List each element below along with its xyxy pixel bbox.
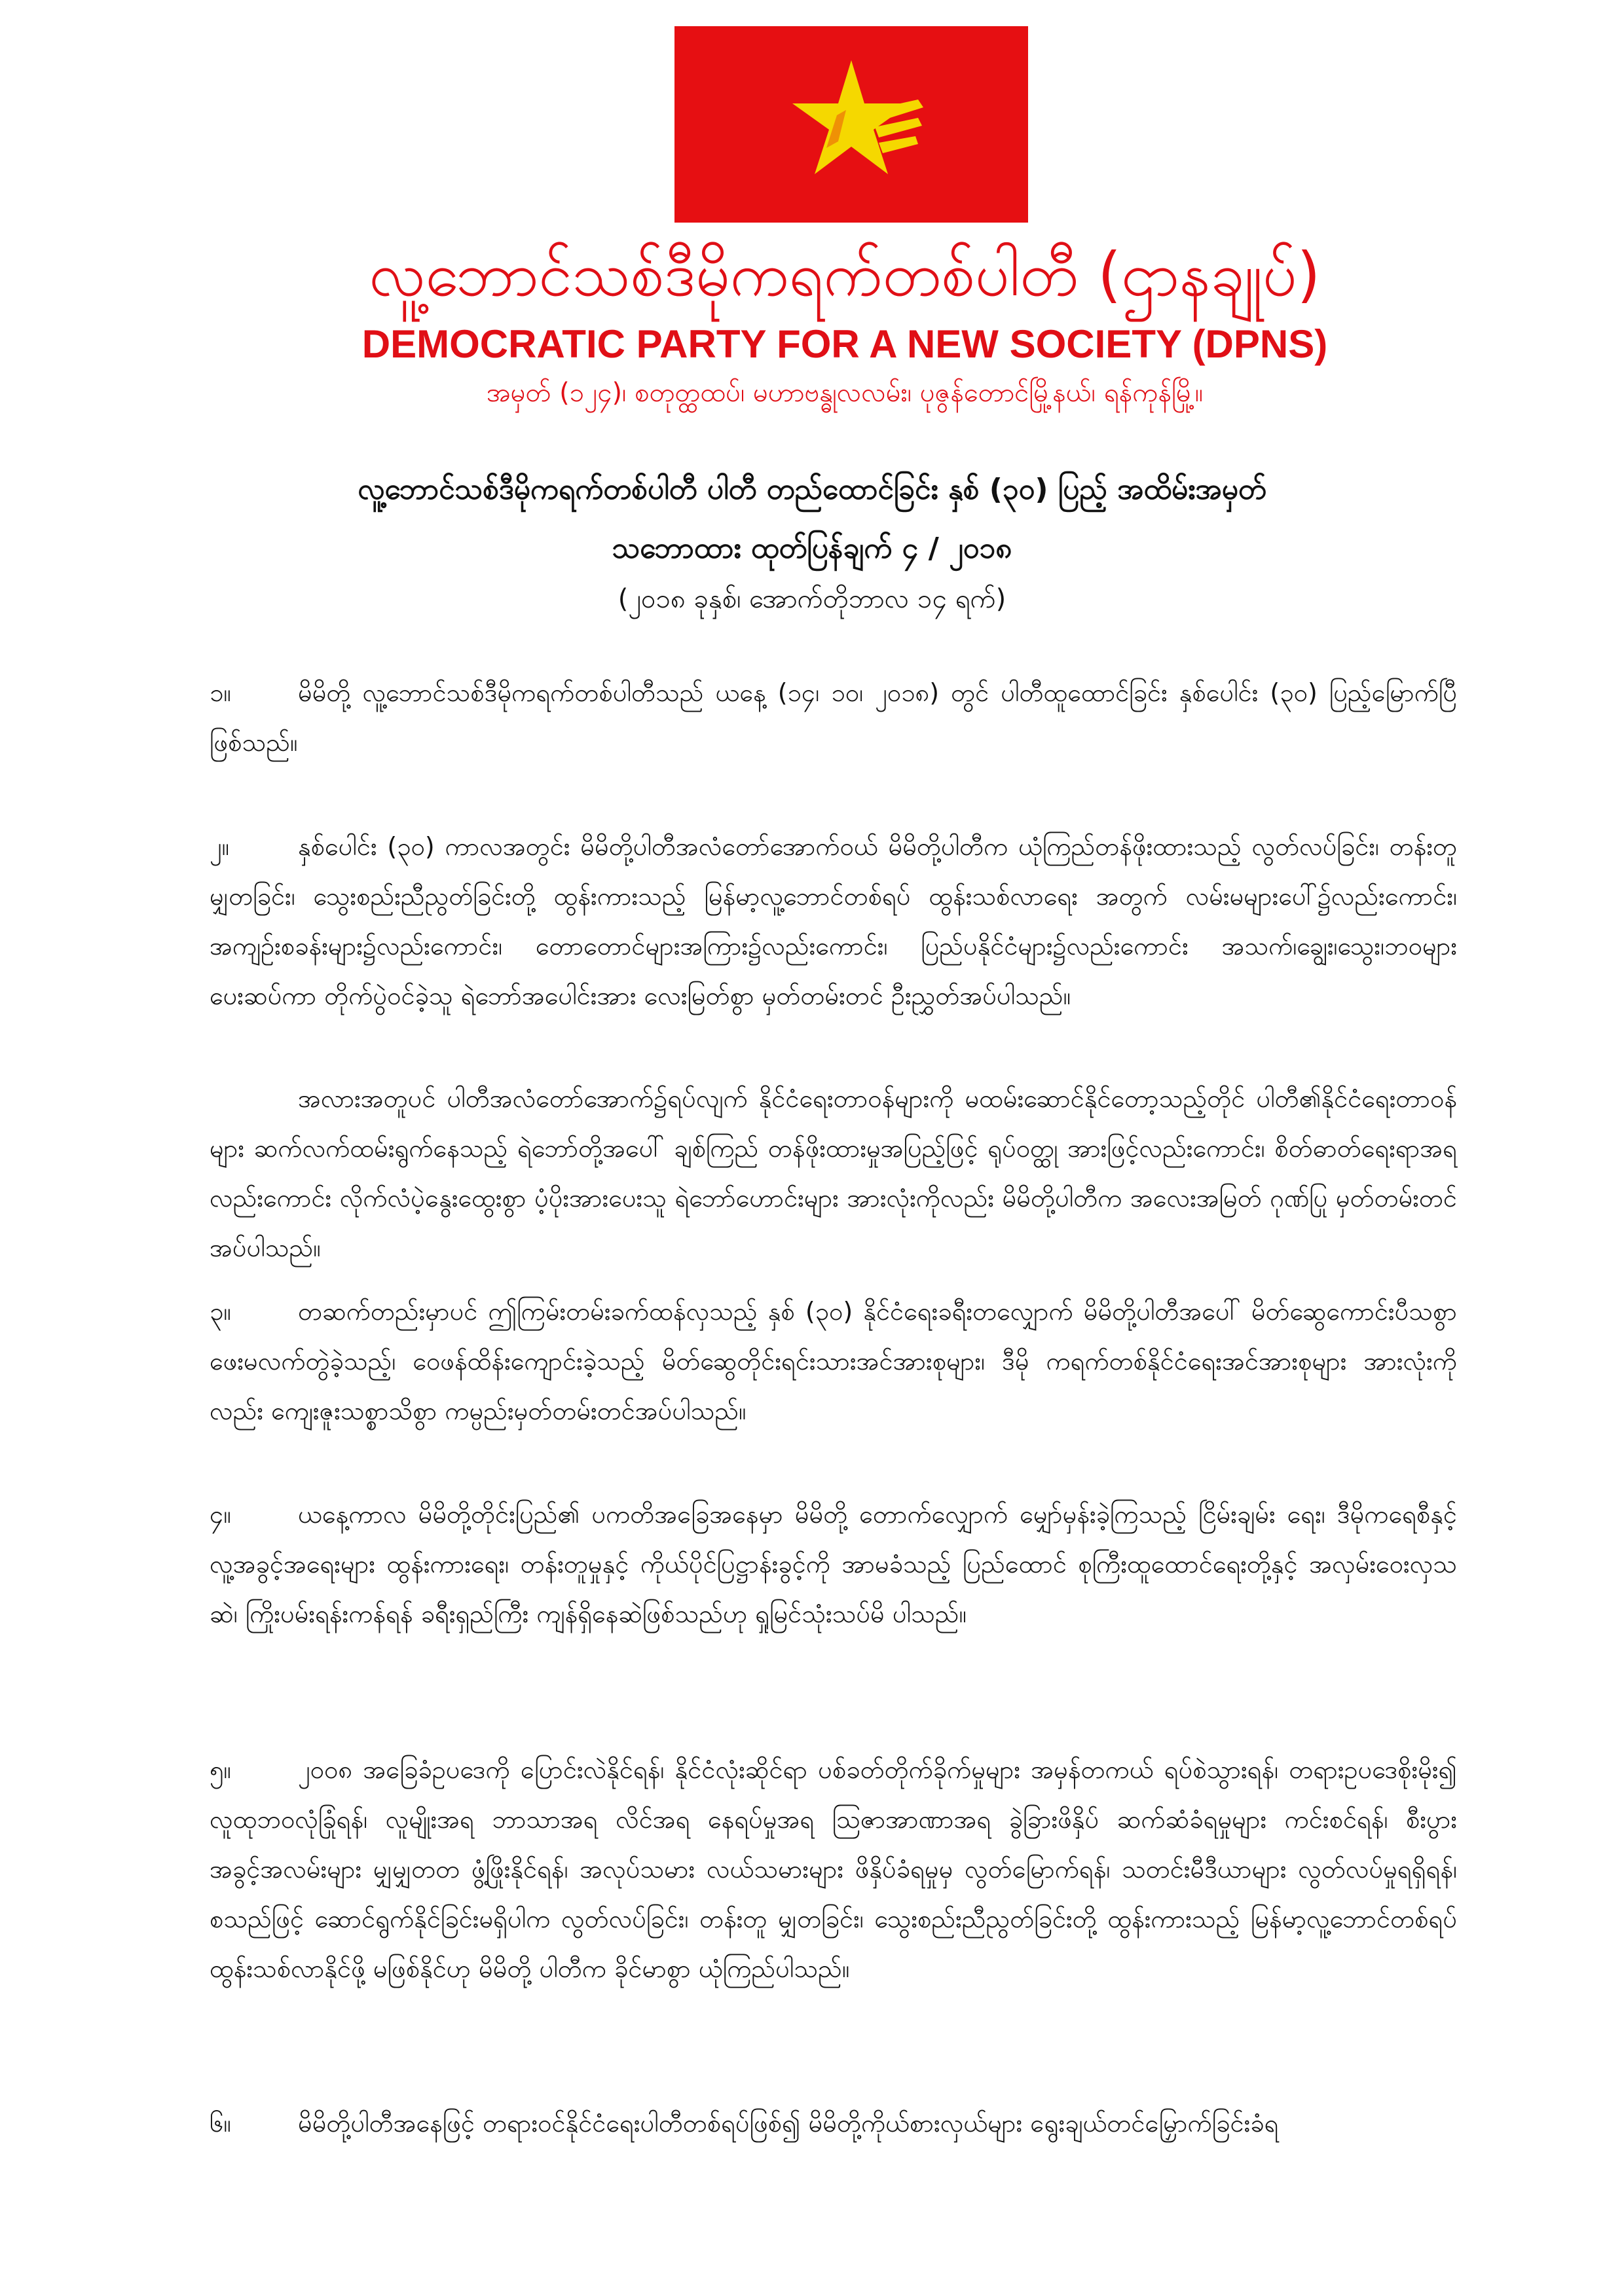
paragraph-4 bbox=[210, 1489, 1457, 1639]
statement-number: သဘောထား ထုတ်ပြန်ချက် ၄ / ၂၀၁၈ bbox=[612, 532, 1012, 565]
star-logo-icon bbox=[674, 26, 1028, 223]
paragraph-text: တဆက်တည်းမှာပင် ဤကြမ်းတမ်းခက်ထန်လှသည့် နှစ် (၃၀) နိုင်ငံရေးခရီးတလျှောက် မိမိတို့ပါတီအပေါ် မိတ်ဆွေကောင်းပီသစွာ ဖေးမလက်တွဲခဲ့သည့်၊ ဝေဖန်ထိန်းကျောင်းခဲ့သည့် မိတ်ဆွေတိုင်းရင်းသားအင်အားစုများ၊ ဒီမို ကရက်တစ်နိုင်ငံရေးအင်အားစုများ အားလုံးကိုလည်း ကျေးဇူးသစ္စာသိစွာ ကမ္ပည်းမှတ်တမ်းတင်အပ်ပါသည်။ bbox=[210, 1297, 1457, 1425]
paragraph-1 bbox=[210, 668, 1457, 767]
party-name-burmese: လူ့ဘောင်သစ်ဒီမိုကရက်တစ်ပါတီ (ဌာနချုပ်) bbox=[369, 240, 1321, 310]
paragraph-text: ၂၀၀၈ အခြေခံဥပဒေကို ပြောင်းလဲနိုင်ရန်၊ နိုင်ငံလုံးဆိုင်ရာ ပစ်ခတ်တိုက်ခိုက်မှုများ အမှန်တကယ် ရပ်စဲသွားရန်၊ တရားဥပဒေစိုးမိုး၍ လူထုဘဝလုံခြုံရန်၊ လူမျိုးအရ ဘာသာအရ လိင်အရ နေရပ်မှုအရ ဩဇာအာဏာအရ ခွဲခြားဖိနှိပ် ဆက်ဆံခံရမှုများ ကင်းစင်ရန်၊ စီးပွားအခွင့်အလမ်းများ မျှမျှတတ ဖွံ့ဖြိုးနိုင်ရန်၊ အလုပ်သမား လယ်သမားများ ဖိနှိပ်ခံရမှုမှ လွတ်မြောက်ရန်၊ သတင်းမီဒီယာများ လွတ်လပ်မှုရရှိရန်၊ စသည်ဖြင့် ဆောင်ရွက်နိုင်ခြင်းမရှိပါက လွတ်လပ်ခြင်း၊ တန်းတူ မျှတခြင်း၊ သွေးစည်းညီညွတ်ခြင်းတို့ ထွန်းကားသည့် မြန်မာ့လူ့ဘောင်တစ်ရပ် ထွန်းသစ်လာနိုင်ဖို့ မဖြစ်နိုင်ဟု မိမိတို့ ပါတီက ခိုင်မာစွာ ယုံကြည်ပါသည်။ bbox=[210, 1755, 1457, 1983]
paragraph-2-continued bbox=[210, 1074, 1457, 1273]
paragraph-number: ၁။ bbox=[210, 678, 231, 707]
paragraph-text: မိမိတို့ လူ့ဘောင်သစ်ဒီမိုကရက်တစ်ပါတီသည် ယနေ့ (၁၄၊ ၁၀၊ ၂၀၁၈) တွင် ပါတီထူထောင်ခြင်း နှစ်ပေါင်း (၃၀) ပြည့်မြောက်ပြီဖြစ်သည်။ bbox=[210, 678, 1457, 757]
party-flag bbox=[674, 26, 1028, 223]
paragraph-number: ၂။ bbox=[210, 832, 230, 861]
paragraph-text: နှစ်ပေါင်း (၃၀) ကာလအတွင်း မိမိတို့ပါတီအလံတော်အောက်ဝယ် မိမိတို့ပါတီက ယုံကြည်တန်ဖိုးထားသည့် လွတ်လပ်ခြင်း၊ တန်းတူမျှတခြင်း၊ သွေးစည်းညီညွတ်ခြင်းတို့ ထွန်းကားသည့် မြန်မာ့လူ့ဘောင်တစ်ရပ် ထွန်းသစ်လာရေး အတွက် လမ်းမများပေါ်၌လည်းကောင်း၊ အကျဉ်းစခန်းများ၌လည်းကောင်း၊ တောတောင်များအကြား၌လည်းကောင်း၊ ပြည်ပနိုင်ငံများ၌လည်းကောင်း အသက်၊ချွေး၊သွေး၊ဘဝများ ပေးဆပ်ကာ တိုက်ပွဲဝင်ခဲ့သူ ရဲဘော်အပေါင်းအား လေးမြတ်စွာ မှတ်တမ်းတင် ဦးညွှတ်အပ်ပါသည်။ bbox=[210, 832, 1457, 1010]
paragraph-6 bbox=[210, 2098, 1457, 2148]
paragraph-2 bbox=[210, 822, 1457, 1021]
paragraph-number: ၄။ bbox=[210, 1500, 231, 1529]
paragraph-text: ယနေ့ကာလ မိမိတို့တိုင်းပြည်၏ ပကတိအခြေအနေမှာ မိမိတို့ တောက်လျှောက် မျှော်မှန်းခဲ့ကြသည့် ငြိမ်းချမ်း ရေး၊ ဒီမိုကရေစီနှင့် လူ့အခွင့်အရေးများ ထွန်းကားရေး၊ တန်းတူမှုနှင့် ကိုယ်ပိုင်ပြဋ္ဌာန်းခွင့်ကို အာမခံသည့် ပြည်ထောင် စုကြီးထူထောင်ရေးတို့နှင့် အလှမ်းဝေးလှသဆဲ၊ ကြိုးပမ်းရန်းကန်ရန် ခရီးရှည်ကြီး ကျန်ရှိနေဆဲဖြစ်သည်ဟု ရှုမြင်သုံးသပ်မိ ပါသည်။ bbox=[210, 1500, 1457, 1628]
party-address: အမှတ် (၁၂၄)၊ စတုတ္ထထပ်၊ မဟာဗန္ဓုလလမ်း၊ ပုဇွန်တောင်မြို့နယ်၊ ရန်ကုန်မြို့။ bbox=[486, 378, 1204, 408]
paragraph-number: ၅။ bbox=[210, 1755, 231, 1784]
paragraph-text: အလားအတူပင် ပါတီအလံတော်အောက်၌ရပ်လျက် နိုင်ငံရေးတာဝန်များကို မထမ်းဆောင်နိုင်တော့သည့်တိုင် ပါတီ၏နိုင်ငံရေးတာဝန်များ ဆက်လက်ထမ်းရွက်နေသည့် ရဲဘော်တို့အပေါ် ချစ်ကြည် တန်ဖိုးထားမှုအပြည့်ဖြင့် ရုပ်ဝတ္ထု အားဖြင့်လည်းကောင်း၊ စိတ်ဓာတ်ရေးရာအရလည်းကောင်း လိုက်လံပဲ့နွေးထွေးစွာ ပံ့ပိုးအားပေးသူ ရဲဘော်ဟောင်းများ အားလုံးကိုလည်း မိမိတို့ပါတီက အလေးအမြတ် ဂုဏ်ပြု မှတ်တမ်းတင်အပ်ပါသည်။ bbox=[210, 1084, 1457, 1262]
paragraph-5 bbox=[210, 1745, 1457, 1994]
party-name-english: DEMOCRATIC PARTY FOR A NEW SOCIETY (DPNS) bbox=[361, 322, 1328, 366]
paragraph-number: ၆။ bbox=[210, 2109, 231, 2138]
statement-date: (၂၀၁၈ ခုနှစ်၊ အောက်တိုဘာလ ၁၄ ရက်) bbox=[618, 584, 1006, 614]
statement-title: လူ့ဘောင်သစ်ဒီမိုကရက်တစ်ပါတီ ပါတီ တည်ထောင်ခြင်း နှစ် (၃၀) ပြည့် အထိမ်းအမှတ် bbox=[358, 473, 1266, 506]
paragraph-number: ၃။ bbox=[210, 1297, 231, 1326]
paragraph-text: မိမိတို့ပါတီအနေဖြင့် တရားဝင်နိုင်ငံရေးပါတီတစ်ရပ်ဖြစ်၍ မိမိတို့ကိုယ်စားလှယ်များ ရွေးချယ်တင်မြှောက်ခြင်းခံရ bbox=[298, 2109, 1279, 2138]
paragraph-3 bbox=[210, 1286, 1457, 1436]
